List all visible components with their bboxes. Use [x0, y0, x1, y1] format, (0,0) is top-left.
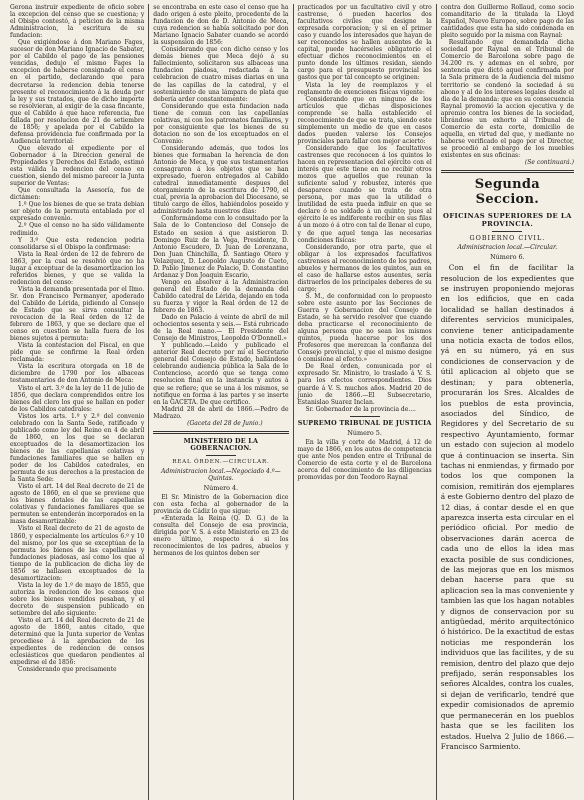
paragraph: Resultando que demandada dicha sociedad por Raynal en el Tribunal de Comercio de Barcelona sobre pago de 34.200 rs. y ademas en el sobre, por sentencia que dictó aquel confirmada por la Sala primera de la Audiencia del mismo territorio se condenó la sociedad á su abono y al de los intereses legales desde el dia de la demanda: que en su consecuencia Raynal promovió la accion ejecutiva y de apremio contra los bienes de la sociedad, librándose un exhorto al Tribunal de Comercio de esta corte, domicilio de aquella, en virtud del que, y mediante no haberse verificado el pago por el Director, se procedió al embargo de los muebles existentes en sus oficinas: [440, 39, 574, 159]
paragraph: se encontraba en este caso el censo que ha dado origen á este pleito, procedente de la fundacion de don de D. Antonio de Meca, cuya redencion se había solicitado por don Mariano Ignacio Sabater cuando se acordó la suspension de 1856: [153, 4, 289, 47]
paragraph: 1.º Que los bienes de que se trata debian ser objeto de la permuta entablada por el expresado convenio. [10, 201, 145, 223]
paragraph: Madrid 28 de abril de 1866.—Pedro de Madrazo. [153, 405, 289, 420]
paragraph: Que elevado el expediente por el Gobernador á la Direccion general de Propiedades y Derechos del Estado, estimó esta válida la redencion del censo en cuestion, siendo del mismo parecer la Junta superior de Ventas: [10, 144, 145, 188]
paragraph: S. M., de conformidad con lo propuesto sobre este asunto por las Secciones de Guerra y Gobernacion del Consejo de Estado, se ha servido resolver que cuando deba practicarse el reconocimiento de alguna persona que no sean los mismos quintos, pueda hacerse por los dos Profesores que merezcan la confianza del Consejo provincial, y que el mismo designe ó comisione al efecto.» [297, 292, 432, 364]
paragraph: Visto el art. 3.º de la ley de 11 de julio de 1856, que declara comprendidos entre los bienes del clero los que se hallan en poder de los Cabildos catedrales: [10, 384, 145, 413]
paragraph: Considerando que esta fundacion nada tiene de comun con las capellanías colativas, ni con los patronatos familiares, y por consiguiente que los bienes de su dotacion no son de los exceptuados en el Convenio: [153, 102, 289, 145]
real-orden-heading: REAL ÓRDEN.—CIRCULAR. [172, 458, 270, 465]
admin-heading: Administracion local.—Circular. [457, 244, 558, 252]
short-divider [206, 455, 236, 456]
short-divider [350, 416, 380, 417]
paragraph: Con el fin de facilitar la resolucion de los expedientes que se instruyen proponiendo mejoras en los edificios, que en cada localidad se hallan destinados á diferentes servicios municipales, conviene tener anticipadamente una noticia exacta de todos ellos, yá en su número, yá en sus condiciones de conservacion y de útil aplicacion al objeto que se destinan; y para obtenerla, procurarán los Sres. Alcaldes de los pueblos de esta provincia, asociados del Síndico, de Regidores y del Secretario de su respectivo Ayuntamiento, formar un estado con sujecion al modelo que á continuacion se inserta. Sin tachas ni enmiendas, y firmado por todos los que componen la comision, remitirán dos ejemplares á este Gobierno dentro del plazo de 12 dias, á contar desde el en que aparezca inserta esta circular en el periódico oficial. Por medio de observaciones darán acerca de cada uno de ellos la idea mas exacta posible de sus condiciones, de las mejoras que en los mismos deban hacerse para que su aplicacion sea la mas conveniente y tambien las que los hagan notables y dignos de conservacion por su antigüedad, mérito arquitectónico ó histórico. De la exactitud de estas noticias me responderán los individuos que las facilites, y de su remision, dentro del plazo que dejo prefijado, serán responsables los señores Alcaldes, contra los cuales, si dejan de verificarlo, tendré que expedir comisionados de apremio que permanecerán en los pueblos hasta que se les faciliten los estados. Huelva 2 Julio de 1866.— Francisco Sarmiento. [440, 263, 574, 751]
gaceta-date: (Gaceta del 28 de Junio.) [187, 419, 263, 427]
paragraph: Sr. Gobernador de la provincia de.... [305, 405, 416, 413]
paragraph: Visto el art. 14 del Real decreto de 21 de agosto de 1860, antes citado, que determinó que la Junta superior de Ventas procediese á la aprobacion de los expedientes de redencion de censos eclesiásticos que quedaron pendientes al expedirse el de 1856: [10, 617, 145, 667]
paragraph: Que consultada la Asesoría, fue de dictámen: [10, 187, 145, 202]
column-2 [149, 4, 292, 800]
paragraph: Vista la demanda presentada por el Ilmo. Sr. don Francisco Permanyer, apoderado del Cabildo de Lérida, pidiendo al Consejo de Estado que se sirva consultar la revocacion de la Real órden de 12 de febrero de 1863, y que se declare que el censo en cuestion se halla fuera de los bienes sujetos á permuta: [10, 285, 145, 343]
paragraph: Vista la Real órden de 12 de febrero de 1863, por la cual se resolvió que no ha lugar á exceptuar de la desamortizacion los referidos bienes, y que se valida la redencion del censo: [10, 250, 145, 286]
paragraph: practicados por un facultativo civil y otro castrense, ó pueden hacerlos dos facultativos civiles que designe la expresada corporacion; y si en el primer caso y cuando los interesados que hayan de ser reconocidos se hallen ausentes de la capital, puede hacérseles obligatorio el efectuar dichos reconocimientos en el punto donde los últimos residan, siendo cargo para el presupuesto provincial los gastos que por tal concepto se originen: [297, 4, 432, 82]
paragraph: El Sr. Ministro de la Gobernacion dice con esta fecha al gobernador de la provincia de Cádiz lo que sigue: [153, 494, 289, 516]
paragraph: «Enterada la Reina (Q. D. G.) de la consulta del Consejo de esa provincia, dirigida por V. S. á este Ministerio en 23 de enero último, respecto á si los reconocimientos de los padres, abuelos y hermanos de los quintos deben ser [153, 515, 289, 558]
tribunal-heading: SUPREMO TRIBUNAL DE JUSTICIA [297, 418, 432, 427]
paragraph: Considerando que los facultativos castrenses que reconocen á los quintos lo hacen en representacion del ejército con el interés que este tiene en no recibir otros mozos que aquellos que reunan la suficiente salud y robustez, interés que desaparece cuando se trata de otra persona, por mas que la utilidad ó inutilidad de esta pueda influir en que se declare ó no soldado á un quinto; pues al ejército le es indiferente recibir en sus filas á un mozo ó á otro con tal de llenar el cupo, y de que aquel tenga las necesarias condiciones físicas: [297, 144, 432, 244]
paragraph: Dado en Palacio á veinte de abril de mil ochocientos sesenta y seis.— Está rubricado de la Real mano.— El Presidente del Consejo de Ministros, Leopoldo O'Donnell.» [153, 314, 289, 343]
paragraph: Que exigiéndose á don Mariano Fages, sucesor de don Mariano Ignacio de Sabater, por el Cabildo el pago de las pensiones vencidas, dedujo el mismo Fages la excepcion de haberse consignado el censo en el partido, declarando que para decretarse la redencion debia tenerse presente el reconocimiento á la deuda por la ley y sus tratados, que de dicho importe se resolvieran, al exigir de la casa fincante, que el Cabildo á que hace referencia, fue fallada por resolucion de 21 de setiembre de 1856; y apelada por el Cabildo la defensa providencia fue confirmada por la Audiencia territorial: [10, 39, 145, 145]
section-title: Segunda Seccion. [474, 177, 540, 208]
column-4 [437, 4, 578, 800]
paragraph: 2.º Que el censo no ha sido válidamente redimido. [10, 222, 145, 237]
oficinas-heading: OFICINAS SUPERIORES DE LA PROVINCIA. [443, 212, 572, 229]
short-divider [492, 231, 522, 232]
paragraph: Y publicado.—Leido y publicado el anterior Real decreto por mí el Secretario general del Consejo de Estado, hallándose celebrando audiencia pública la Sala de lo Contencioso, acordó que se tenga como resolucion final en la instancia y autos á que se refiere; que se una á los mismos, se notifique en forma á las partes y se inserte en la GACETA. De que certifico. [153, 342, 289, 406]
paragraph: Considerando que en ninguno de los artículos que dichas disposiciones comprende se halla establecido el reconocimiento de que se trata, siendo este simplemente un medio de que en casos dados pueden valerse los Consejos provinciales para fallar con mejor acierto: [297, 95, 432, 145]
paragraph: Considerando, por otra parte, que el obligar á los expresados facultativos castrenses al reconocimiento de los padres, abuelos y hermanos de los quintos, aun en el caso de hallarse estos ausentes, sería distraerlos de los principales deberes de su cargo; [297, 243, 432, 293]
paragraph: Considerando que con dicho censo y los demás bienes que Meca dejó á su fallecimiento, solicitaron sus albaceas una fundacion piadosa, redactada á la celebracion de cuatro misas diarias en una de las capillas de la catedral, y el sostenimiento de una lámpara de plata que debería arder constantemente: [153, 46, 289, 103]
paragraph: Vista la ley de reemplazos y el reglamento de exenciones físicas vigente: [297, 81, 432, 96]
paragraph: Vengo en absolver á la Administracion general del Estado de la demanda del Cabildo catedral de Lérida, dejando en toda su fuerza y vigor la Real órden de 12 de febrero de 1863. [153, 278, 289, 315]
continuara-note: (Se continuará.) [524, 159, 574, 167]
paragraph: Vista la escritura otorgada en 18 de diciembre de 1790 por los albaceas testamentarios de don Antonio de Meca: [10, 363, 145, 385]
numero-heading: Número 4. [203, 484, 239, 493]
ministry-heading: MINISTERIO DE LA GOBERNACION. [183, 436, 259, 452]
paragraph: Considerando además, que todos los bienes que formaban la herencia de don Antonio de Meca, y que sus testamentarios consagraron á los objetos que se han expresado, fueron entregados al Cabildo catedral inmediatamente despues del otorgamiento de la escritura de 1790, el cual, previa la aprobacion del Diocesano, se tituló cargo de ellos, habiéndolos poseido y administrado hasta nuestros dias: [153, 144, 289, 216]
section-divider [441, 170, 574, 173]
paragraph: contra don Guillermo Rollaud, como socio comanditario de la titulada la Lloyd Español, Nuevo Europeo, sobre pago de las cantidades que esta ha sido condenada en pleito seguido por la misma con Raynal: [440, 4, 574, 40]
paragraph: Gerona instruir expediente de oficio sobre la excepcion del censo que se cuestiona; y el Obispo contestó, á peticion de la misma Administracion, la escritura de su fundacion: [10, 4, 145, 40]
numero-heading: Número 6. [490, 253, 525, 262]
paragraph: En la villa y corte de Madrid, á 12 de mayo de 1866, en los autos de competencia que ante Nos penden entre el Tribunal de Comercio de esta corte y el de Barcelona acerca del conocimiento de las diligencias promovidas por don Teodoro Raynal [297, 438, 432, 482]
paragraph: Visto el art. 14 del Real decreto de 21 de agosto de 1860, en el que se previene que los bienes dotales de las capellanías colativas y fundaciones familiares que se permuten se entenderán incorporados en la masa desamortizable: [10, 483, 145, 526]
paragraph: Vista la contestacion del Fiscal, en que pide que se confirme la Real órden reclamada: [10, 342, 145, 364]
paragraph: Conformándome con lo consultado por la Sala de lo Contencioso del Consejo de Estado en sesion á que asistieron D. Domingo Ruiz de la Vega, Presidente, D. Antonio Escudero, D. Juan de Lorenzana, Don Juan Chinchilla, D. Santiago Otero y Velazquez, D. Leopoldo Augusto de Cueto, D. Pablo Jimenez de Palacio, D. Constantino Ardanaz y Don Joaquin Escario, [153, 215, 289, 279]
admin-heading: Administracion local.—Negociado 4.º—Quintas. [161, 467, 281, 482]
column-1 [6, 4, 148, 800]
paragraph: Vista la ley de 1.º de mayo de 1855, que autoriza la redencion de los censos que sobre los bienes vendidos pesaban, y el decreto de suspension publicado en setiembre del año siguiente: [10, 581, 145, 618]
paragraph: Considerando que precisamente [18, 666, 117, 674]
paragraph: Vistos los arts. 1.º y 2.º del convenio celebrado con la Santa Sede, ratificado y publicado como ley del Reino en 4 de abril de 1860, en los que se declaran exceptuados de la desamortizacion los bienes de las capellanías colativas y fundaciones familiares que se hallen en poder de los Cabildos catedrales, en permuta de sus derechos a la prestacion de la Santa Sede: [10, 412, 145, 484]
column-3 [294, 4, 436, 800]
section-divider [153, 431, 288, 434]
paragraph: De Real órden, comunicada por el expresado Sr. Ministro, lo traslado á V. S. para los efectos correspondientes. Dios guarde á V. S. muchos años. Madrid 20 de junio de 1866.—El Subsecretario, Estanislao Suarez Inclan. [297, 363, 432, 406]
paragraph: Visto el Real decreto de 21 de agosto de 1860, y especialmente los artículos 6.º y 10 del mismo, por los que se exceptúan de la permuta los bienes de las capellanías y fundaciones piadosas, así como los que al tiempo de la publicacion de dicha ley de 1856 se hallasen exceptuados de la desamortizacion: [10, 525, 145, 582]
paragraph: Y 3.º Que esta redencion podria consolidarse si el Obispo la confirmase: [10, 236, 145, 251]
gobierno-heading: GOBIERNO CIVIL. [469, 234, 546, 243]
numero-heading: Número 5. [347, 428, 382, 437]
